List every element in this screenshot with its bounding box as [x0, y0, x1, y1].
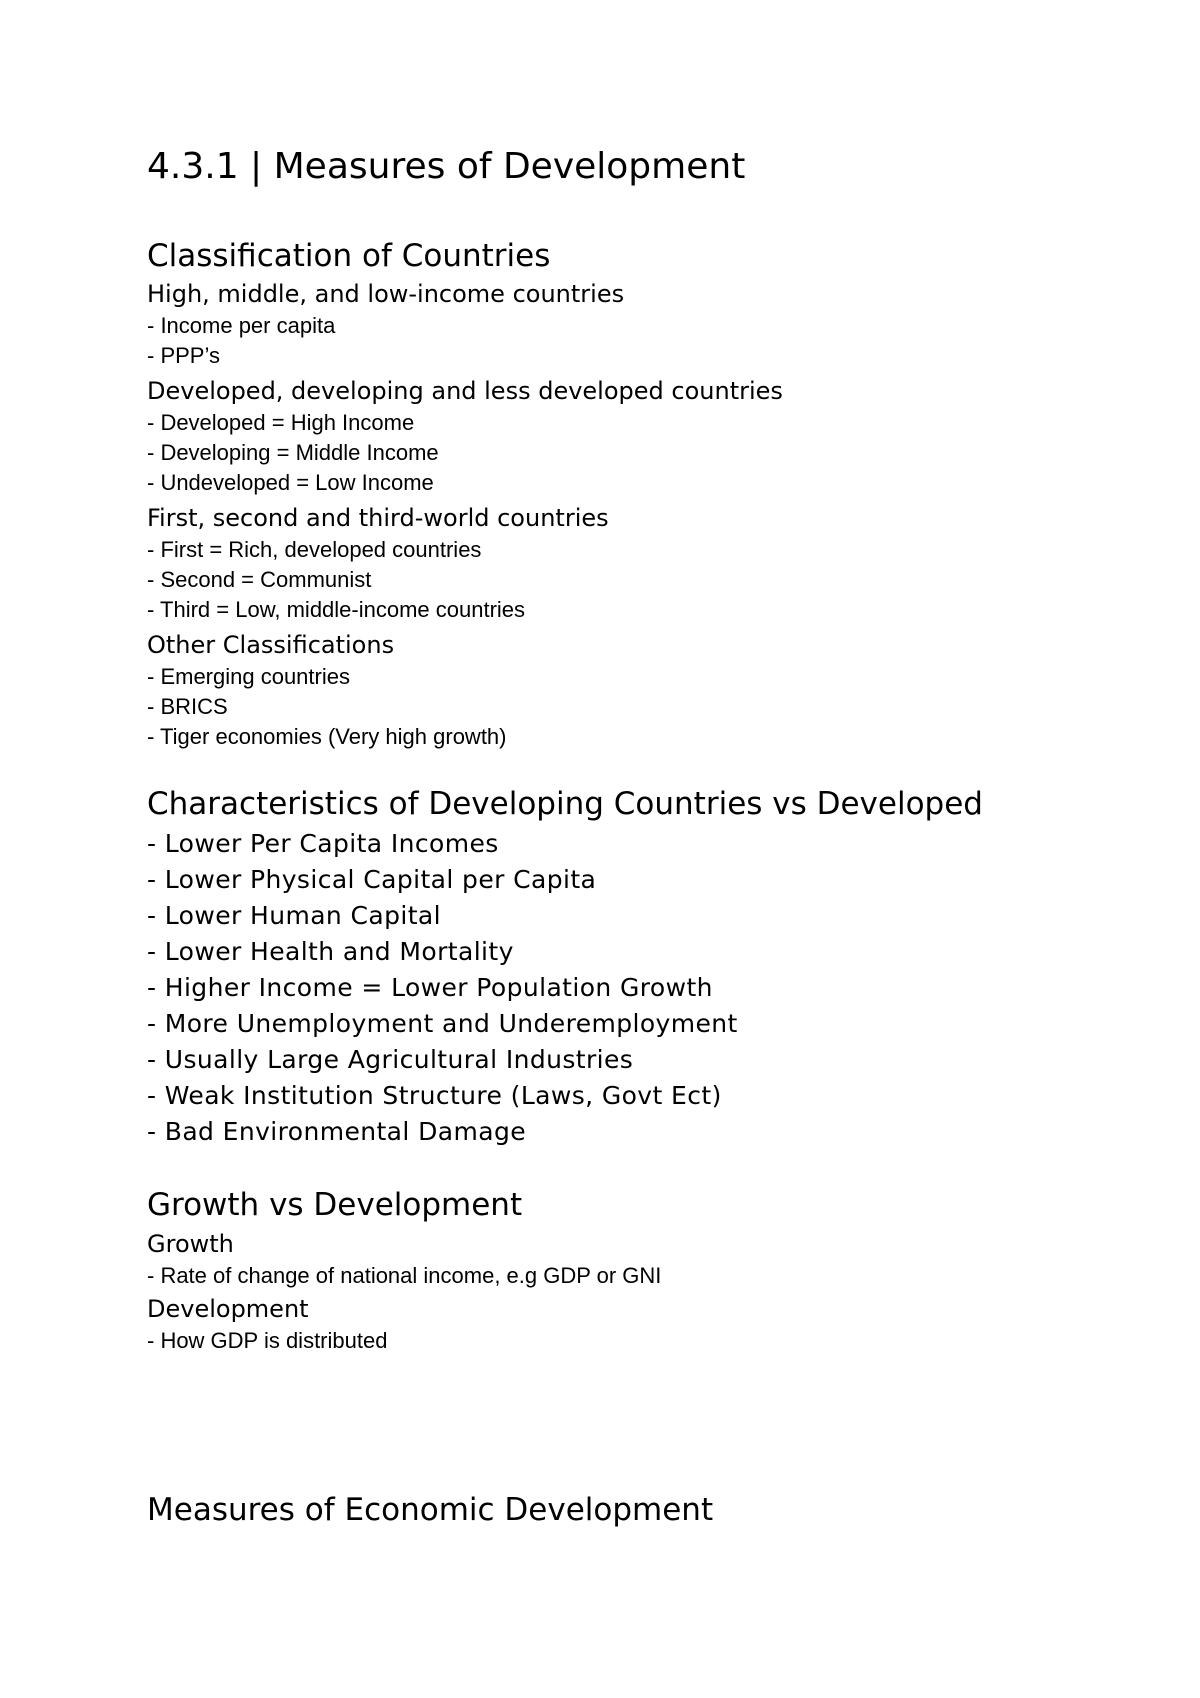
- list-item: - BRICS: [147, 694, 228, 719]
- section-heading-classification: Classification of Countries: [147, 238, 551, 274]
- list-item: - Developing = Middle Income: [147, 440, 439, 465]
- list-item: - Bad Environmental Damage: [147, 1117, 526, 1146]
- list-item: - Undeveloped = Low Income: [147, 470, 434, 495]
- document-title: 4.3.1 | Measures of Development: [147, 146, 746, 187]
- section-heading-characteristics: Characteristics of Developing Countries vs Developed: [147, 786, 983, 822]
- section-heading-measures-economic-development: Measures of Economic Development: [147, 1492, 714, 1528]
- list-item: - Lower Human Capital: [147, 901, 441, 930]
- list-item: - Tiger economies (Very high growth): [147, 724, 507, 749]
- subheading-other-classifications: Other Classifications: [147, 631, 395, 659]
- list-item: - Income per capita: [147, 313, 336, 338]
- subheading-income-groups: High, middle, and low-income countries: [147, 280, 625, 308]
- subheading-development-groups: Developed, developing and less developed countries: [147, 377, 783, 405]
- list-item: - Weak Institution Structure (Laws, Govt Ect): [147, 1081, 722, 1110]
- list-item: - Lower Physical Capital per Capita: [147, 865, 597, 894]
- list-item: - First = Rich, developed countries: [147, 537, 482, 562]
- list-item: - Developed = High Income: [147, 410, 415, 435]
- list-item: - More Unemployment and Underemployment: [147, 1009, 738, 1038]
- list-item: - Lower Per Capita Incomes: [147, 829, 499, 858]
- subheading-world-groups: First, second and third-world countries: [147, 504, 609, 532]
- list-item: - Usually Large Agricultural Industries: [147, 1045, 634, 1074]
- section-heading-growth-vs-development: Growth vs Development: [147, 1187, 523, 1223]
- list-item: - Rate of change of national income, e.g GDP or GNI: [147, 1263, 662, 1288]
- subheading-development: Development: [147, 1295, 309, 1323]
- list-item: - Third = Low, middle-income countries: [147, 597, 526, 622]
- list-item: - PPP’s: [147, 343, 220, 368]
- list-item: - Lower Health and Mortality: [147, 937, 514, 966]
- list-item: - How GDP is distributed: [147, 1328, 388, 1353]
- list-item: - Second = Communist: [147, 567, 372, 592]
- list-item: - Emerging countries: [147, 664, 350, 689]
- subheading-growth: Growth: [147, 1230, 234, 1258]
- list-item: - Higher Income = Lower Population Growth: [147, 973, 713, 1002]
